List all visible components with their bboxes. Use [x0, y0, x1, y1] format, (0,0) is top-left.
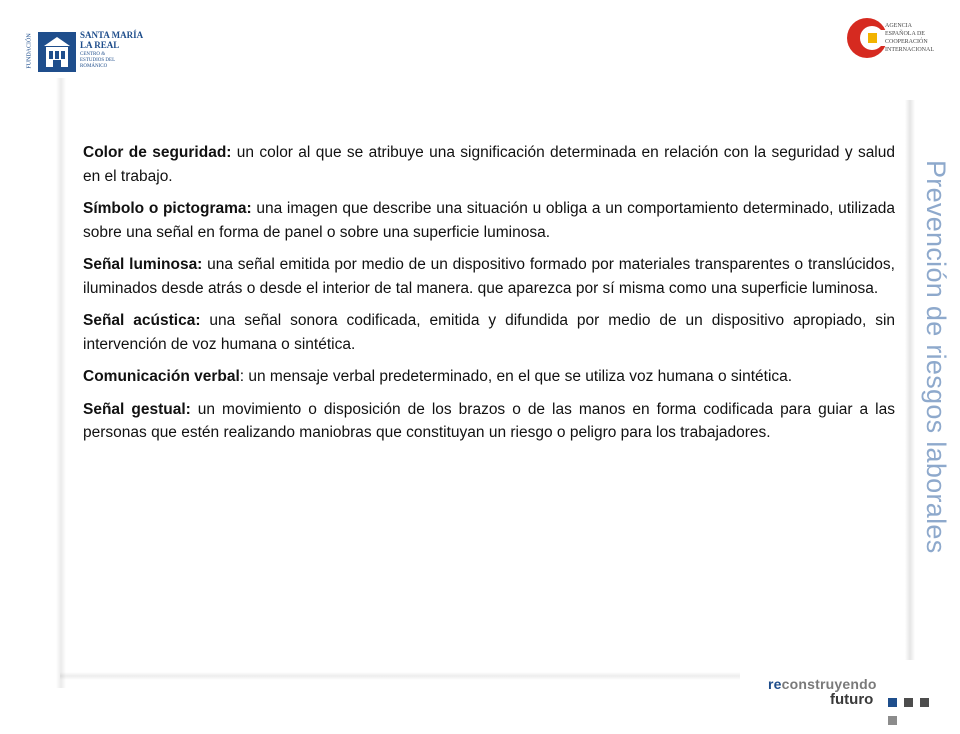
- monastery-icon: [38, 32, 76, 72]
- definition-item: [83, 253, 895, 300]
- aecid-logo-mark: [846, 16, 886, 60]
- aecid-logo-text: [885, 22, 955, 54]
- definition-term: Comunicación verbal: [83, 368, 240, 385]
- side-title: [918, 160, 952, 554]
- brand-rest: construyendo: [781, 676, 877, 692]
- definitions-list: [83, 141, 895, 454]
- brand-square: [888, 716, 897, 725]
- logo-vertical-text: FUNDACIÓN: [26, 33, 33, 69]
- logo-subtitle-line: ESTUDIOS DEL: [80, 58, 116, 63]
- brand-prefix: re: [768, 676, 782, 692]
- definition-item: [83, 197, 895, 244]
- definition-text: una señal sonora codificada, emitida y difundida por medio de un dispositivo apropiado, sin intervención de voz humana o sintética.: [83, 312, 896, 353]
- definition-term: Señal luminosa:: [83, 256, 203, 273]
- aecid-text-line: AGENCIA: [885, 23, 912, 29]
- left-shadow-border: [56, 78, 66, 688]
- reconstruyendo-futuro-logo: [768, 676, 948, 712]
- logo-subtitle-line: ROMÁNICO: [80, 64, 108, 69]
- definition-text: una señal emitida por medio de un dispositivo formado por materiales transparentes o translúcidos, iluminados desde atrás o desde el interior de tal manera. que aparezca por sí misma como una superficie luminosa.: [83, 256, 895, 297]
- aecid-text-line: INTERNACIONAL: [885, 47, 934, 53]
- definition-text: : un mensaje verbal predeterminado, en el que se utiliza voz humana o sintética.: [239, 368, 793, 385]
- definition-item: [83, 398, 895, 445]
- logo-title-line: SANTA MARÍA: [80, 30, 144, 40]
- definition-item: [83, 309, 895, 356]
- definition-term: Señal gestual:: [83, 400, 191, 418]
- definition-text: un color al que se atribuye una significación determinada en relación con la seguridad y salud en el trabajo.: [83, 144, 895, 185]
- santa-maria-la-real-logo: [14, 14, 144, 69]
- brand-square: [904, 698, 913, 707]
- brand-square: [920, 698, 929, 707]
- aecid-text-line: ESPAÑOLA DE: [885, 31, 925, 37]
- logo-subtitle-line: CENTRO &: [80, 52, 106, 57]
- aecid-text-line: COOPERACIÓN: [885, 39, 928, 45]
- definition-item: [83, 365, 895, 389]
- brand-squares: [888, 698, 948, 734]
- definition-item: [83, 141, 895, 188]
- logo-title-line: LA REAL: [80, 40, 120, 50]
- definition-term: Señal acústica:: [83, 312, 201, 329]
- definition-term: Color de seguridad:: [83, 144, 232, 161]
- bottom-shadow-border: [60, 672, 740, 680]
- definition-term: Símbolo o pictograma:: [83, 200, 252, 217]
- definition-text: un movimiento o disposición de los brazos o de las manos en forma codificada para guiar a las personas que estén realizando maniobras que constituyan un riesgo o peligro para los trabajadores.: [83, 400, 895, 441]
- definition-text: una imagen que describe una situación u obliga a un comportamiento determinado, utilizada sobre una señal en forma de panel o sobre una superficie luminosa.: [83, 200, 895, 241]
- brand-line2: futuro: [830, 691, 874, 708]
- right-shadow-border: [905, 100, 915, 660]
- brand-square: [888, 698, 897, 707]
- side-title-text: Prevención de riesgos laborales: [921, 160, 951, 554]
